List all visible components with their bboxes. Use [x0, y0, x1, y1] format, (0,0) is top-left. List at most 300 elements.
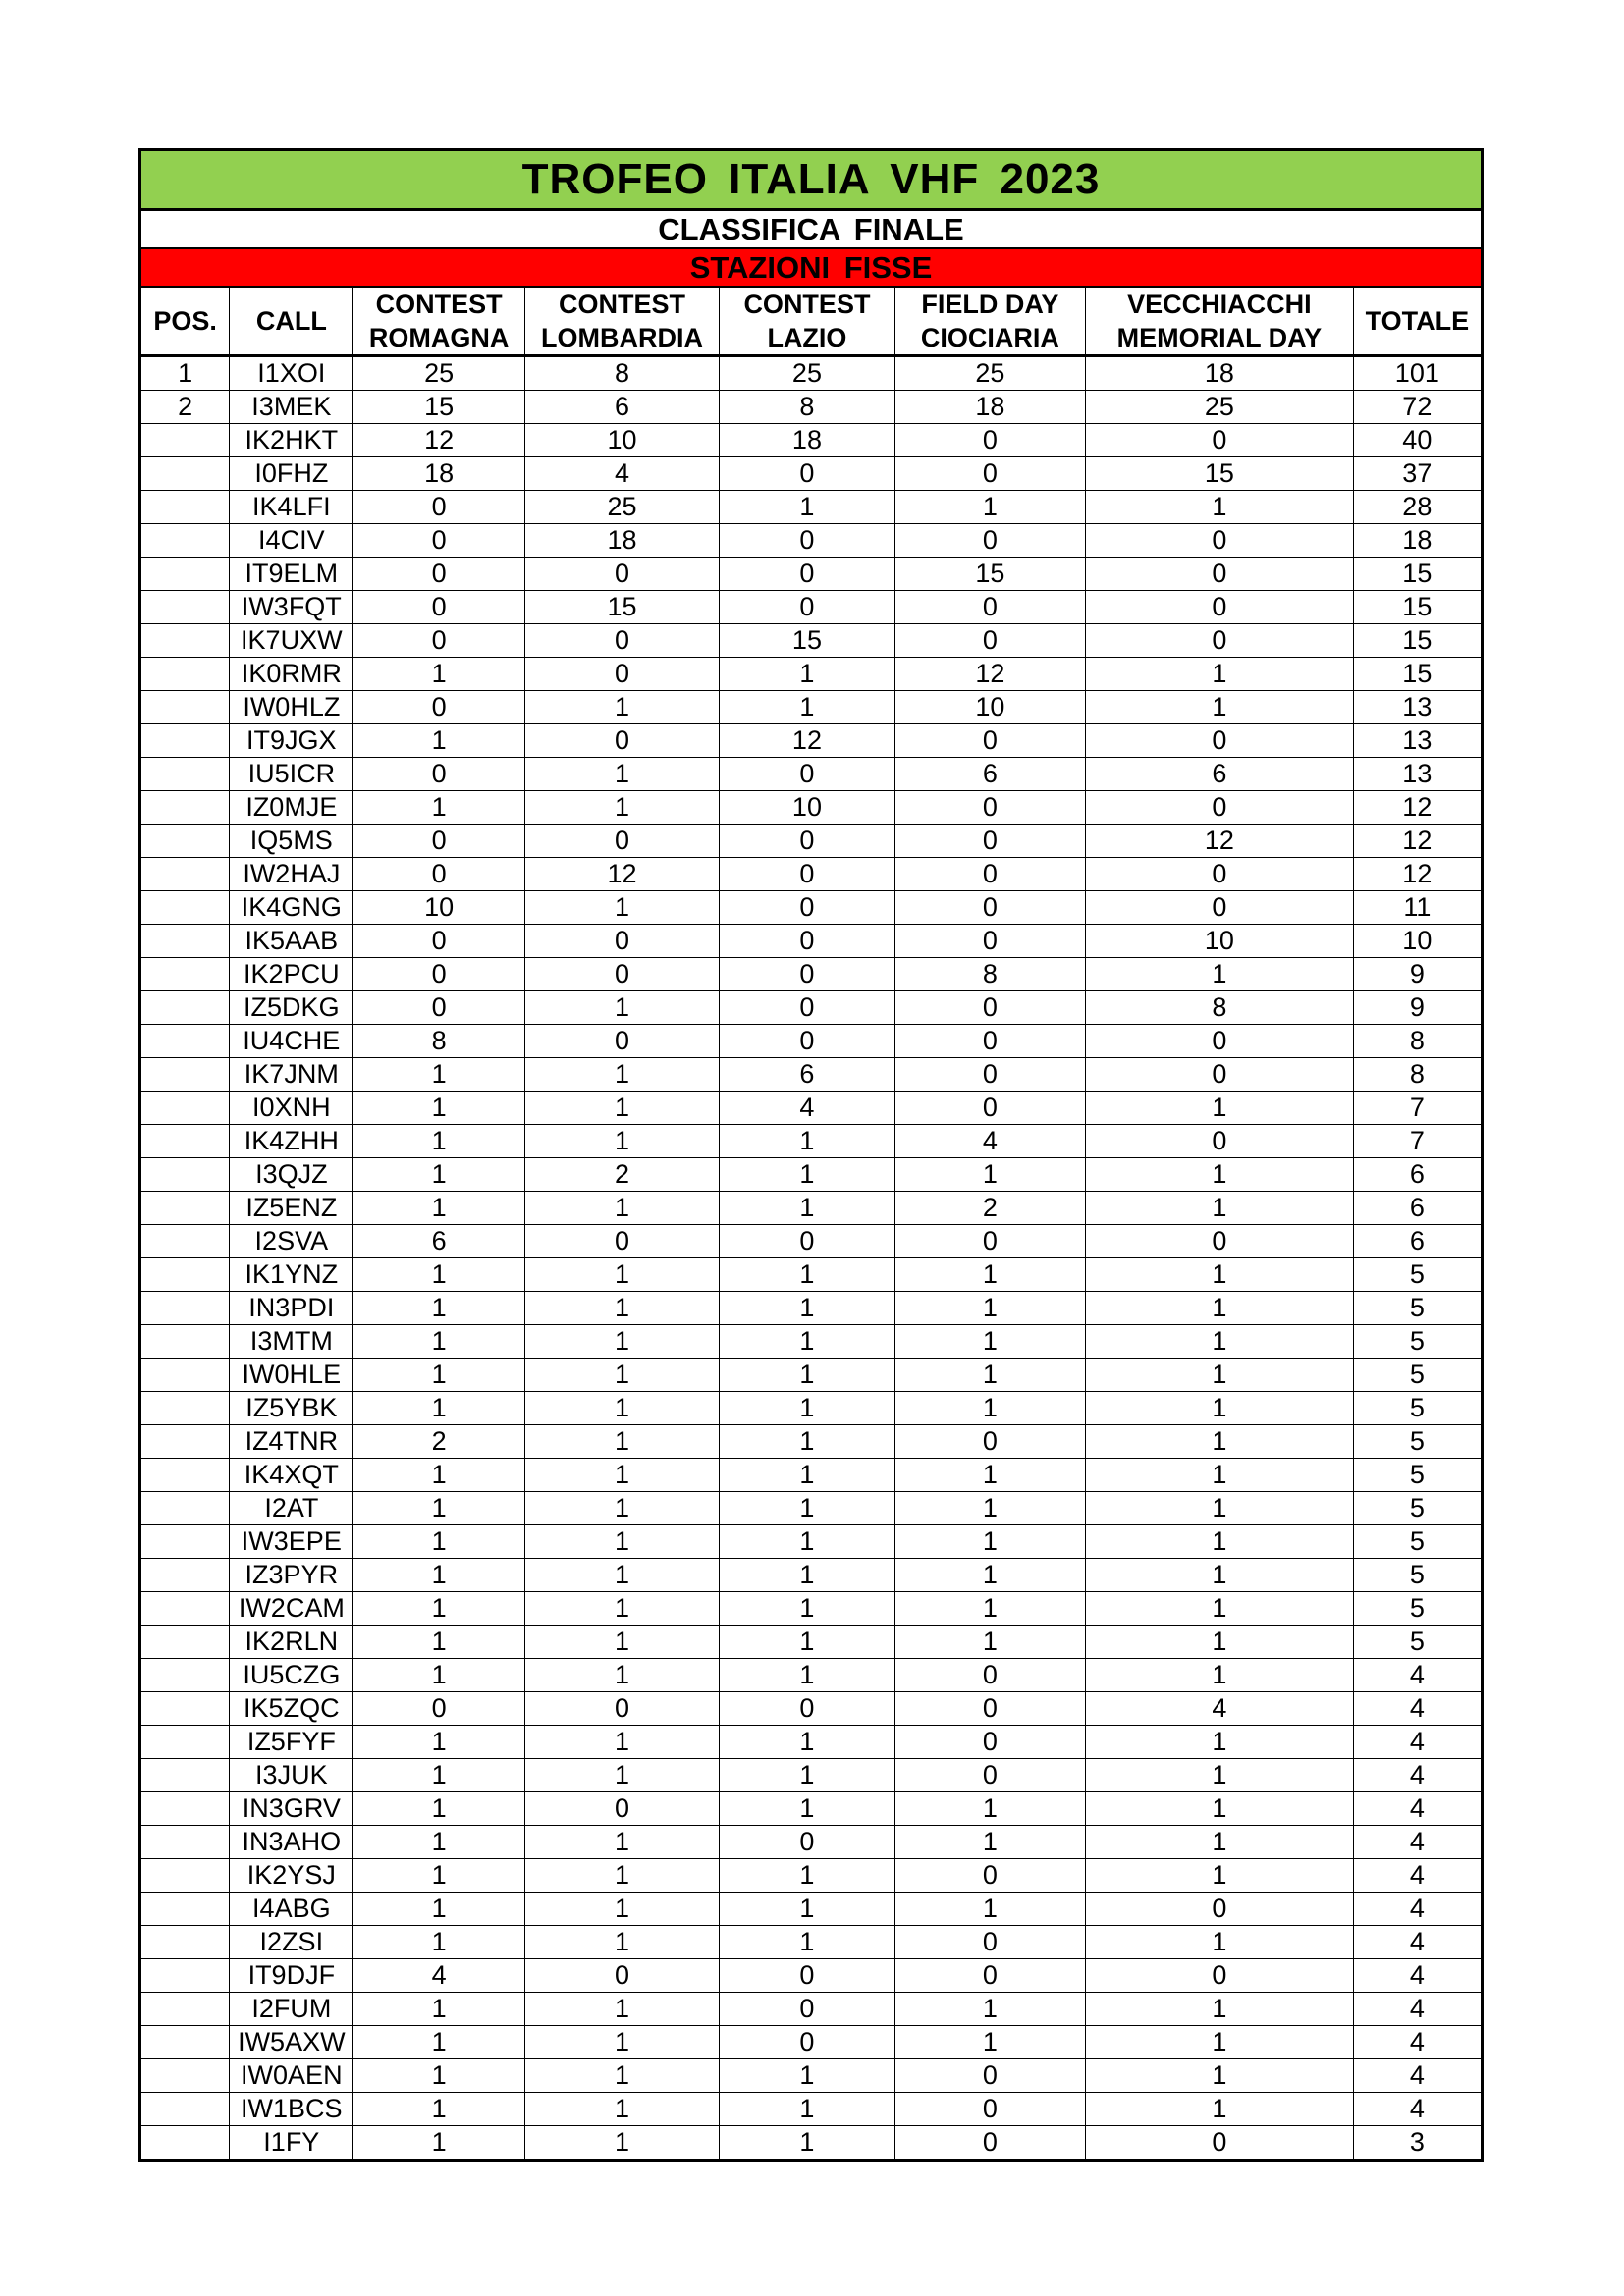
- ciociaria-cell: 0: [894, 457, 1085, 491]
- lazio-cell: 1: [720, 1893, 894, 1926]
- call-cell: IK5ZQC: [230, 1692, 353, 1726]
- romagna-cell: 1: [353, 1859, 524, 1893]
- pos-cell: [140, 1893, 230, 1926]
- call-cell: IT9DJF: [230, 1959, 353, 1993]
- ciociaria-cell: 1: [894, 1559, 1085, 1592]
- lombardia-cell: 1: [524, 1192, 719, 1225]
- lazio-cell: 1: [720, 491, 894, 524]
- memorial-cell: 12: [1086, 825, 1354, 858]
- memorial-cell: 1: [1086, 691, 1354, 724]
- header-line: CIOCIARIA: [920, 323, 1059, 352]
- lazio-cell: 6: [720, 1058, 894, 1092]
- lazio-cell: 1: [720, 1359, 894, 1392]
- memorial-cell: 1: [1086, 1492, 1354, 1525]
- totale-cell: 12: [1353, 791, 1482, 825]
- pos-cell: [140, 825, 230, 858]
- romagna-cell: 1: [353, 1592, 524, 1626]
- table-row: [140, 1025, 1483, 1058]
- totale-cell: 4: [1353, 1792, 1482, 1826]
- table-row: [140, 1893, 1483, 1926]
- lombardia-cell: 1: [524, 1759, 719, 1792]
- lombardia-cell: 0: [524, 1025, 719, 1058]
- ciociaria-cell: 1: [894, 1325, 1085, 1359]
- pos-cell: [140, 1158, 230, 1192]
- memorial-cell: 0: [1086, 524, 1354, 558]
- lazio-cell: 0: [720, 457, 894, 491]
- lazio-cell: 1: [720, 1258, 894, 1292]
- lazio-cell: 1: [720, 1192, 894, 1225]
- totale-cell: 13: [1353, 724, 1482, 758]
- totale-cell: 37: [1353, 457, 1482, 491]
- pos-cell: [140, 1258, 230, 1292]
- romagna-cell: 1: [353, 1459, 524, 1492]
- header-contest-lombardia: [524, 287, 719, 356]
- totale-cell: 5: [1353, 1359, 1482, 1392]
- ciociaria-cell: 0: [894, 1759, 1085, 1792]
- ciociaria-cell: 4: [894, 1125, 1085, 1158]
- pos-cell: [140, 891, 230, 925]
- ciociaria-cell: 1: [894, 1392, 1085, 1425]
- table-row: [140, 891, 1483, 925]
- lombardia-cell: 1: [524, 1859, 719, 1893]
- lazio-cell: 1: [720, 2126, 894, 2161]
- call-cell: IQ5MS: [230, 825, 353, 858]
- ciociaria-cell: 1: [894, 1492, 1085, 1525]
- lombardia-cell: 1: [524, 1726, 719, 1759]
- ciociaria-cell: 1: [894, 1292, 1085, 1325]
- ciociaria-cell: 2: [894, 1192, 1085, 1225]
- romagna-cell: 1: [353, 2126, 524, 2161]
- call-cell: I2SVA: [230, 1225, 353, 1258]
- romagna-cell: 0: [353, 925, 524, 958]
- lombardia-cell: 15: [524, 591, 719, 624]
- lombardia-cell: 1: [524, 1492, 719, 1525]
- call-cell: I3QJZ: [230, 1158, 353, 1192]
- memorial-cell: 0: [1086, 1125, 1354, 1158]
- lazio-cell: 1: [720, 1525, 894, 1559]
- call-cell: I2FUM: [230, 1993, 353, 2026]
- lombardia-cell: 0: [524, 958, 719, 991]
- call-cell: IK5AAB: [230, 925, 353, 958]
- romagna-cell: 0: [353, 491, 524, 524]
- lazio-cell: 1: [720, 1392, 894, 1425]
- lazio-cell: 0: [720, 891, 894, 925]
- call-cell: I1FY: [230, 2126, 353, 2161]
- table-row: [140, 1959, 1483, 1993]
- ciociaria-cell: 0: [894, 891, 1085, 925]
- header-line: CONTEST: [559, 290, 686, 319]
- ciociaria-cell: 1: [894, 491, 1085, 524]
- lazio-cell: 4: [720, 1092, 894, 1125]
- romagna-cell: 6: [353, 1225, 524, 1258]
- table-row: [140, 758, 1483, 791]
- table-row: [140, 1425, 1483, 1459]
- ciociaria-cell: 1: [894, 1792, 1085, 1826]
- ciociaria-cell: 25: [894, 356, 1085, 391]
- pos-cell: [140, 2126, 230, 2161]
- pos-cell: [140, 1425, 230, 1459]
- table-row: [140, 1792, 1483, 1826]
- totale-cell: 4: [1353, 2059, 1482, 2093]
- call-cell: IW0HLZ: [230, 691, 353, 724]
- lombardia-cell: 18: [524, 524, 719, 558]
- call-cell: IZ5YBK: [230, 1392, 353, 1425]
- lazio-cell: 1: [720, 1759, 894, 1792]
- memorial-cell: 1: [1086, 1359, 1354, 1392]
- lazio-cell: 0: [720, 1993, 894, 2026]
- memorial-cell: 1: [1086, 1258, 1354, 1292]
- totale-cell: 10: [1353, 925, 1482, 958]
- ciociaria-cell: 1: [894, 1592, 1085, 1626]
- pos-cell: [140, 1993, 230, 2026]
- lombardia-cell: 0: [524, 658, 719, 691]
- lombardia-cell: 0: [524, 1225, 719, 1258]
- table-row: [140, 991, 1483, 1025]
- romagna-cell: 25: [353, 356, 524, 391]
- header-contest-romagna: [353, 287, 524, 356]
- lombardia-cell: 1: [524, 1058, 719, 1092]
- lazio-cell: 0: [720, 758, 894, 791]
- ciociaria-cell: 0: [894, 925, 1085, 958]
- lazio-cell: 1: [720, 1125, 894, 1158]
- lombardia-cell: 1: [524, 1659, 719, 1692]
- ciociaria-cell: 1: [894, 1459, 1085, 1492]
- romagna-cell: 1: [353, 1192, 524, 1225]
- lazio-cell: 1: [720, 1792, 894, 1826]
- header-contest-lazio: [720, 287, 894, 356]
- romagna-cell: 1: [353, 1158, 524, 1192]
- pos-cell: [140, 624, 230, 658]
- ciociaria-cell: 0: [894, 1092, 1085, 1125]
- pos-cell: [140, 558, 230, 591]
- pos-cell: [140, 1959, 230, 1993]
- totale-cell: 8: [1353, 1025, 1482, 1058]
- lombardia-cell: 0: [524, 724, 719, 758]
- ciociaria-cell: 1: [894, 1258, 1085, 1292]
- memorial-cell: 0: [1086, 791, 1354, 825]
- pos-cell: [140, 1525, 230, 1559]
- pos-cell: [140, 991, 230, 1025]
- romagna-cell: 1: [353, 1726, 524, 1759]
- romagna-cell: 1: [353, 1826, 524, 1859]
- pos-cell: [140, 1092, 230, 1125]
- lombardia-cell: 12: [524, 858, 719, 891]
- memorial-cell: 0: [1086, 1025, 1354, 1058]
- ciociaria-cell: 1: [894, 1826, 1085, 1859]
- table-row: [140, 1592, 1483, 1626]
- table-row: [140, 356, 1483, 391]
- lombardia-cell: 1: [524, 1826, 719, 1859]
- call-cell: I2ZSI: [230, 1926, 353, 1959]
- table-row: [140, 1225, 1483, 1258]
- lombardia-cell: 1: [524, 1626, 719, 1659]
- romagna-cell: 1: [353, 658, 524, 691]
- lazio-cell: 1: [720, 1425, 894, 1459]
- pos-cell: [140, 1592, 230, 1626]
- table-row: [140, 1659, 1483, 1692]
- ciociaria-cell: 0: [894, 791, 1085, 825]
- table-row: [140, 457, 1483, 491]
- lazio-cell: 0: [720, 2026, 894, 2059]
- ciociaria-cell: 18: [894, 391, 1085, 424]
- lombardia-cell: 1: [524, 1292, 719, 1325]
- totale-cell: 15: [1353, 591, 1482, 624]
- table-row: [140, 1626, 1483, 1659]
- ciociaria-cell: 0: [894, 2126, 1085, 2161]
- ciociaria-cell: 10: [894, 691, 1085, 724]
- totale-cell: 5: [1353, 1592, 1482, 1626]
- lombardia-cell: 1: [524, 1559, 719, 1592]
- pos-cell: [140, 658, 230, 691]
- romagna-cell: 1: [353, 1058, 524, 1092]
- memorial-cell: 0: [1086, 724, 1354, 758]
- table-row: [140, 1292, 1483, 1325]
- totale-cell: 15: [1353, 624, 1482, 658]
- memorial-cell: 1: [1086, 2026, 1354, 2059]
- call-cell: IK7UXW: [230, 624, 353, 658]
- lazio-cell: 1: [720, 1292, 894, 1325]
- header-line: ROMAGNA: [368, 323, 510, 352]
- header-totale: [1353, 287, 1482, 356]
- ciociaria-cell: 12: [894, 658, 1085, 691]
- call-cell: IN3PDI: [230, 1292, 353, 1325]
- totale-cell: 4: [1353, 1993, 1482, 2026]
- totale-cell: 4: [1353, 1893, 1482, 1926]
- lazio-cell: 0: [720, 1959, 894, 1993]
- pos-cell: [140, 2026, 230, 2059]
- table-row: [140, 1926, 1483, 1959]
- ciociaria-cell: 0: [894, 1859, 1085, 1893]
- header-line: POS.: [153, 306, 217, 336]
- memorial-cell: 1: [1086, 1993, 1354, 2026]
- pos-cell: 1: [140, 356, 230, 391]
- lombardia-cell: 1: [524, 891, 719, 925]
- romagna-cell: 1: [353, 1759, 524, 1792]
- romagna-cell: 0: [353, 858, 524, 891]
- ciociaria-cell: 1: [894, 1158, 1085, 1192]
- table-row: [140, 2026, 1483, 2059]
- memorial-cell: 6: [1086, 758, 1354, 791]
- totale-cell: 7: [1353, 1092, 1482, 1125]
- call-cell: I2AT: [230, 1492, 353, 1525]
- call-cell: IU5ICR: [230, 758, 353, 791]
- table-row: [140, 825, 1483, 858]
- romagna-cell: 4: [353, 1959, 524, 1993]
- pos-cell: [140, 457, 230, 491]
- call-cell: IU4CHE: [230, 1025, 353, 1058]
- lombardia-cell: 1: [524, 691, 719, 724]
- memorial-cell: 10: [1086, 925, 1354, 958]
- pos-cell: [140, 724, 230, 758]
- lombardia-cell: 1: [524, 1926, 719, 1959]
- pos-cell: [140, 1392, 230, 1425]
- memorial-cell: 1: [1086, 1092, 1354, 1125]
- romagna-cell: 1: [353, 1926, 524, 1959]
- romagna-cell: 8: [353, 1025, 524, 1058]
- call-cell: IW1BCS: [230, 2093, 353, 2126]
- lazio-cell: 1: [720, 1559, 894, 1592]
- romagna-cell: 1: [353, 1559, 524, 1592]
- lazio-cell: 1: [720, 1859, 894, 1893]
- memorial-cell: 1: [1086, 1525, 1354, 1559]
- totale-cell: 3: [1353, 2126, 1482, 2161]
- pos-cell: [140, 1559, 230, 1592]
- lombardia-cell: 1: [524, 1258, 719, 1292]
- romagna-cell: 1: [353, 1359, 524, 1392]
- romagna-cell: 1: [353, 1325, 524, 1359]
- pos-cell: [140, 791, 230, 825]
- table-row: [140, 1258, 1483, 1292]
- header-line: LOMBARDIA: [541, 323, 704, 352]
- totale-cell: 4: [1353, 1926, 1482, 1959]
- romagna-cell: 0: [353, 624, 524, 658]
- table-row: [140, 591, 1483, 624]
- ciociaria-cell: 0: [894, 858, 1085, 891]
- romagna-cell: 1: [353, 1258, 524, 1292]
- pos-cell: [140, 1626, 230, 1659]
- romagna-cell: 1: [353, 2026, 524, 2059]
- totale-cell: 101: [1353, 356, 1482, 391]
- lombardia-cell: 2: [524, 1158, 719, 1192]
- romagna-cell: 1: [353, 1993, 524, 2026]
- ranking-table: [138, 148, 1484, 2162]
- call-cell: IK2PCU: [230, 958, 353, 991]
- lombardia-cell: 1: [524, 758, 719, 791]
- lombardia-cell: 1: [524, 2026, 719, 2059]
- totale-cell: 4: [1353, 1759, 1482, 1792]
- lombardia-cell: 1: [524, 1525, 719, 1559]
- lazio-cell: 0: [720, 825, 894, 858]
- ciociaria-cell: 0: [894, 591, 1085, 624]
- call-cell: IZ5DKG: [230, 991, 353, 1025]
- call-cell: IT9ELM: [230, 558, 353, 591]
- call-cell: IT9JGX: [230, 724, 353, 758]
- totale-cell: 6: [1353, 1192, 1482, 1225]
- table-row: [140, 724, 1483, 758]
- totale-cell: 4: [1353, 1859, 1482, 1893]
- lazio-cell: 0: [720, 1025, 894, 1058]
- lazio-cell: 0: [720, 1225, 894, 1258]
- totale-cell: 4: [1353, 2093, 1482, 2126]
- table-row: [140, 1492, 1483, 1525]
- totale-cell: 5: [1353, 1525, 1482, 1559]
- lazio-cell: 0: [720, 958, 894, 991]
- pos-cell: [140, 1292, 230, 1325]
- ciociaria-cell: 0: [894, 624, 1085, 658]
- lombardia-cell: 0: [524, 1959, 719, 1993]
- romagna-cell: 1: [353, 1792, 524, 1826]
- ciociaria-cell: 0: [894, 1926, 1085, 1959]
- romagna-cell: 1: [353, 1492, 524, 1525]
- totale-cell: 6: [1353, 1225, 1482, 1258]
- totale-cell: 5: [1353, 1325, 1482, 1359]
- pos-cell: [140, 1359, 230, 1392]
- pos-cell: [140, 1826, 230, 1859]
- romagna-cell: 18: [353, 457, 524, 491]
- table-row: [140, 1726, 1483, 1759]
- call-cell: I0XNH: [230, 1092, 353, 1125]
- pos-cell: [140, 1459, 230, 1492]
- lazio-cell: 0: [720, 1692, 894, 1726]
- call-cell: IK2HKT: [230, 424, 353, 457]
- lazio-cell: 15: [720, 624, 894, 658]
- totale-cell: 8: [1353, 1058, 1482, 1092]
- call-cell: I4CIV: [230, 524, 353, 558]
- ciociaria-cell: 0: [894, 1959, 1085, 1993]
- pos-cell: [140, 1125, 230, 1158]
- lazio-cell: 12: [720, 724, 894, 758]
- call-cell: IK1YNZ: [230, 1258, 353, 1292]
- totale-cell: 5: [1353, 1425, 1482, 1459]
- header-field-day-ciociaria: [894, 287, 1085, 356]
- totale-cell: 15: [1353, 658, 1482, 691]
- memorial-cell: 0: [1086, 1959, 1354, 1993]
- memorial-cell: 1: [1086, 1325, 1354, 1359]
- header-line: LAZIO: [767, 323, 847, 352]
- table-row: [140, 1058, 1483, 1092]
- table-row: [140, 858, 1483, 891]
- lombardia-cell: 1: [524, 1125, 719, 1158]
- pos-cell: [140, 1492, 230, 1525]
- table-row: [140, 925, 1483, 958]
- lazio-cell: 1: [720, 658, 894, 691]
- romagna-cell: 2: [353, 1425, 524, 1459]
- memorial-cell: 0: [1086, 1225, 1354, 1258]
- call-cell: IN3GRV: [230, 1792, 353, 1826]
- memorial-cell: 1: [1086, 1792, 1354, 1826]
- call-cell: I0FHZ: [230, 457, 353, 491]
- table-row: [140, 1192, 1483, 1225]
- lombardia-cell: 0: [524, 624, 719, 658]
- pos-cell: [140, 1926, 230, 1959]
- call-cell: IZ0MJE: [230, 791, 353, 825]
- romagna-cell: 15: [353, 391, 524, 424]
- romagna-cell: 1: [353, 724, 524, 758]
- call-cell: IK4LFI: [230, 491, 353, 524]
- romagna-cell: 1: [353, 1392, 524, 1425]
- lombardia-cell: 0: [524, 825, 719, 858]
- lombardia-cell: 8: [524, 356, 719, 391]
- ciociaria-cell: 0: [894, 991, 1085, 1025]
- ciociaria-cell: 15: [894, 558, 1085, 591]
- ciociaria-cell: 0: [894, 424, 1085, 457]
- memorial-cell: 1: [1086, 2093, 1354, 2126]
- romagna-cell: 1: [353, 1626, 524, 1659]
- totale-cell: 5: [1353, 1258, 1482, 1292]
- romagna-cell: 0: [353, 591, 524, 624]
- table-row: [140, 958, 1483, 991]
- ciociaria-cell: 0: [894, 524, 1085, 558]
- totale-cell: 5: [1353, 1459, 1482, 1492]
- table-row: [140, 1559, 1483, 1592]
- document-subtitle: CLASSIFICA FINALE: [140, 210, 1483, 249]
- call-cell: IW5AXW: [230, 2026, 353, 2059]
- call-cell: I3MTM: [230, 1325, 353, 1359]
- memorial-cell: 1: [1086, 1158, 1354, 1192]
- lazio-cell: 1: [720, 1926, 894, 1959]
- lazio-cell: 0: [720, 524, 894, 558]
- romagna-cell: 12: [353, 424, 524, 457]
- column-header-row: [140, 287, 1483, 356]
- ranking-rows: [140, 356, 1483, 2161]
- call-cell: IK0RMR: [230, 658, 353, 691]
- lazio-cell: 1: [720, 691, 894, 724]
- pos-cell: [140, 1859, 230, 1893]
- ciociaria-cell: 1: [894, 1626, 1085, 1659]
- lazio-cell: 1: [720, 1492, 894, 1525]
- lazio-cell: 18: [720, 424, 894, 457]
- table-row: [140, 658, 1483, 691]
